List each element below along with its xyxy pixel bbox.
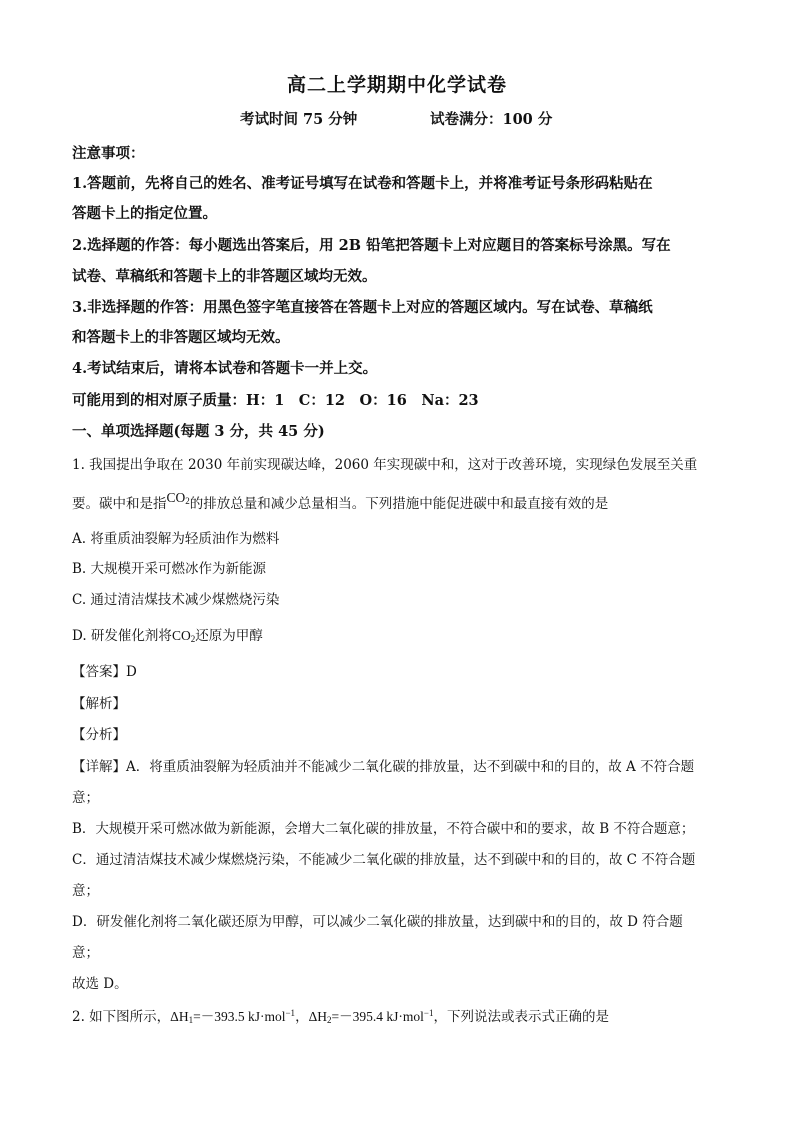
q1-option-c: C. 通过清洁煤技术减少煤燃烧污染 <box>72 592 280 608</box>
q1-fenxi-label: 【分析】 <box>72 727 126 743</box>
q1-stem-pre: 要。碳中和是指 <box>72 496 167 512</box>
notice-item-3-line-1: 3.非选择题的作答：用黑色签字笔直接答在答题卡上对应的答题区域内。写在试卷、草稿纸 <box>72 299 653 316</box>
q2-stem: 2. 如下图所示，$\Delta H_1=-393.5$ kJ·mol$^{-1}$，$\Delta H_2=-395.4$ kJ·mol$^{-1}$，下列说法或表示式正确的是 <box>72 1008 609 1025</box>
q1-option-a: A. 将重质油裂解为轻质油作为燃料 <box>72 531 280 547</box>
notice-item-1-line-2: 答题卡上的指定位置。 <box>72 205 217 222</box>
q1-detail-d-line-1: D．研发催化剂将二氧化碳还原为甲醇，可以减少二氧化碳的排放量，达到碳中和的目的，故 D 符合题 <box>72 914 683 930</box>
co2-formula: $CO_2$ <box>166 490 190 506</box>
q1-stem-line-2 <box>72 490 732 512</box>
exam-score: 试卷满分：100 分 <box>430 111 553 128</box>
notice-heading: 注意事项： <box>72 145 145 162</box>
notice-item-2-line-2: 试卷、草稿纸和答题卡上的非答题区域均无效。 <box>72 268 377 285</box>
q1-analysis-label: 【解析】 <box>72 696 126 712</box>
delta-h1: $\Delta H_1=-393.5$ kJ·mol$^{-1}$ <box>170 1008 296 1025</box>
notice-item-2-line-1: 2.选择题的作答：每小题选出答案后，用 2B 铅笔把答题卡上对应题目的答案标号涂黑。写在 <box>72 237 671 254</box>
q1-detail-a-line-1: 【详解】A．将重质油裂解为轻质油并不能减少二氧化碳的排放量，达不到碳中和的目的，故 A 不符合题 <box>72 759 695 775</box>
exam-time: 考试时间 75 分钟 <box>240 111 358 128</box>
notice-item-3-line-2: 和答题卡上的非答题区域均无效。 <box>72 329 290 346</box>
q1-option-b: B. 大规模开采可燃冰作为新能源 <box>72 561 267 577</box>
q1-detail-c-line-2: 意； <box>72 883 99 899</box>
q1-conclusion: 故选 D。 <box>72 976 128 992</box>
q1-detail-a-line-2: 意； <box>72 790 99 806</box>
delta-h2: $\Delta H_2=-395.4$ kJ·mol$^{-1}$ <box>308 1008 434 1025</box>
exam-title: 高二上学期期中化学试卷 <box>286 74 507 96</box>
atomic-mass-note: 可能用到的相对原子质量：H：1 C：12 O：16 Na：23 <box>72 392 479 409</box>
q1-stem-post: 的排放总量和减少总量相当。下列措施中能促进碳中和最直接有效的是 <box>189 496 609 512</box>
q1-answer: 【答案】D <box>72 664 137 680</box>
co2-formula: $CO_2$ <box>171 628 196 644</box>
q1-detail-c-line-1: C．通过清洁煤技术减少煤燃烧污染，不能减少二氧化碳的排放量，达不到碳中和的目的，故 C 不符合题 <box>72 852 696 868</box>
q1-detail-d-line-2: 意； <box>72 945 99 961</box>
notice-item-1-line-1: 1.答题前，先将自己的姓名、准考证号填写在试卷和答题卡上，并将准考证号条形码粘贴在 <box>72 175 653 192</box>
q1-detail-b: B．大规模开采可燃冰做为新能源，会增大二氧化碳的排放量，不符合碳中和的要求，故 B 不符合题意； <box>72 821 695 837</box>
notice-item-4: 4.考试结束后，请将本试卷和答题卡一并上交。 <box>72 360 378 377</box>
section-heading: 一、单项选择题(每题 3 分，共 45 分) <box>72 423 325 440</box>
q1-stem-line-1: 1. 我国提出争取在 2030 年前实现碳达峰，2060 年实现碳中和，这对于改善环境，实现绿色发展至关重 <box>72 457 698 473</box>
q1-option-d: D. 研发催化剂将$CO_2$还原为甲醇 <box>72 628 263 644</box>
